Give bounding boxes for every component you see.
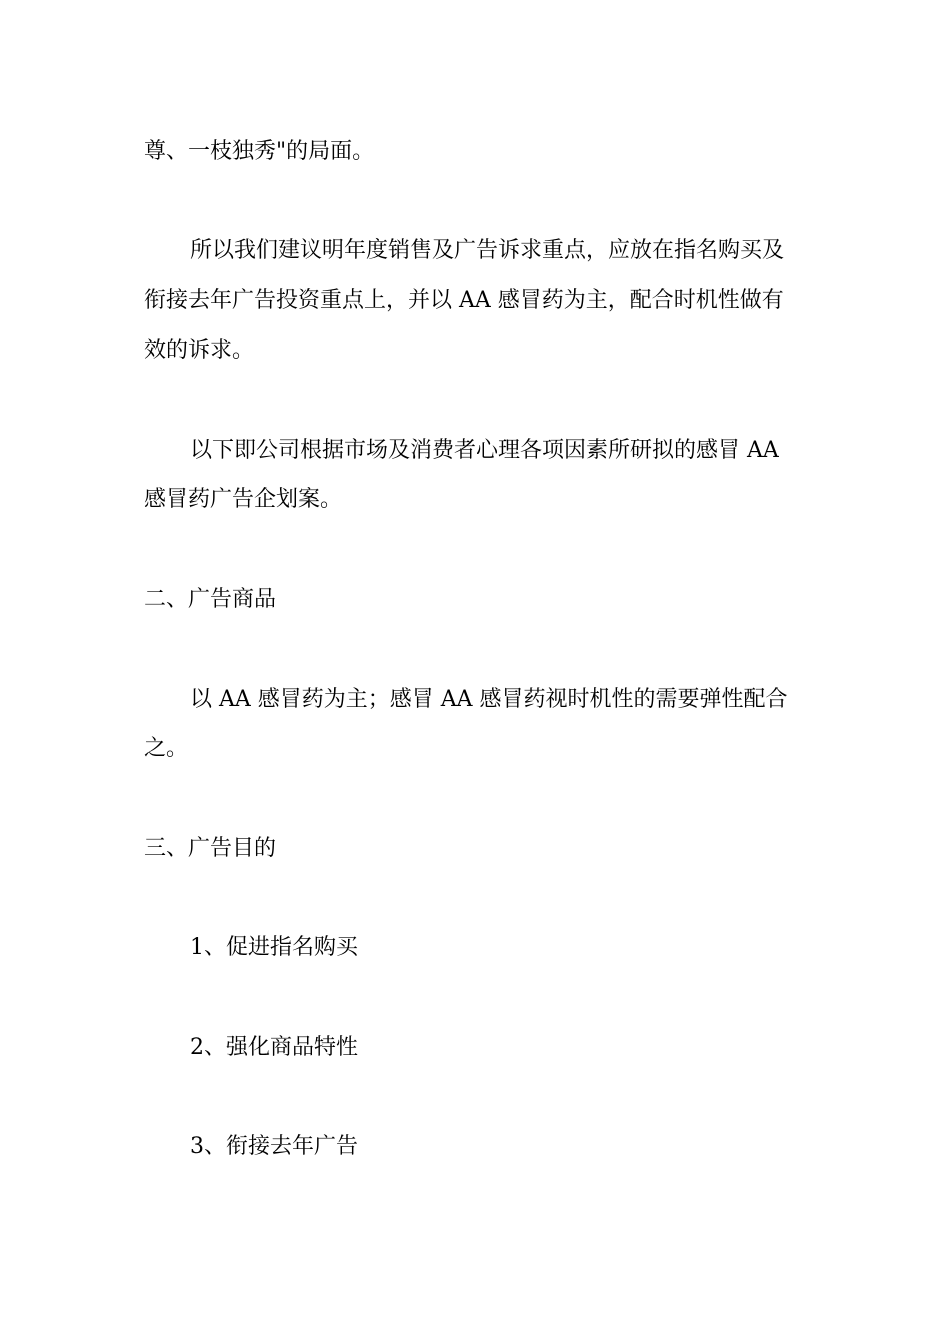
paragraph-continuation-line: 尊、一枝独秀"的局面。 [144, 139, 375, 164]
section-heading-ad-purpose: 三、广告目的 [144, 836, 277, 861]
list-item-purpose-1: 1、促进指名购买 [190, 935, 358, 960]
list-item-purpose-2: 2、强化商品特性 [190, 1035, 358, 1060]
paragraph-proposal-line-2: 感冒药广告企划案。 [144, 487, 343, 512]
paragraph-recommendation-line-3: 效的诉求。 [144, 338, 255, 363]
paragraph-proposal-line-1: 以下即公司根据市场及消费者心理各项因素所研拟的感冒 AA [190, 438, 779, 463]
section-heading-ad-product: 二、广告商品 [144, 587, 277, 612]
paragraph-ad-product-line-1: 以 AA 感冒药为主；感冒 AA 感冒药视时机性的需要弹性配合 [190, 687, 788, 712]
paragraph-ad-product-line-2: 之。 [144, 736, 189, 761]
list-item-purpose-3: 3、衔接去年广告 [190, 1134, 358, 1159]
paragraph-recommendation-line-2: 衔接去年广告投资重点上，并以 AA 感冒药为主，配合时机性做有 [144, 288, 784, 313]
paragraph-recommendation-line-1: 所以我们建议明年度销售及广告诉求重点，应放在指名购买及 [190, 238, 785, 263]
